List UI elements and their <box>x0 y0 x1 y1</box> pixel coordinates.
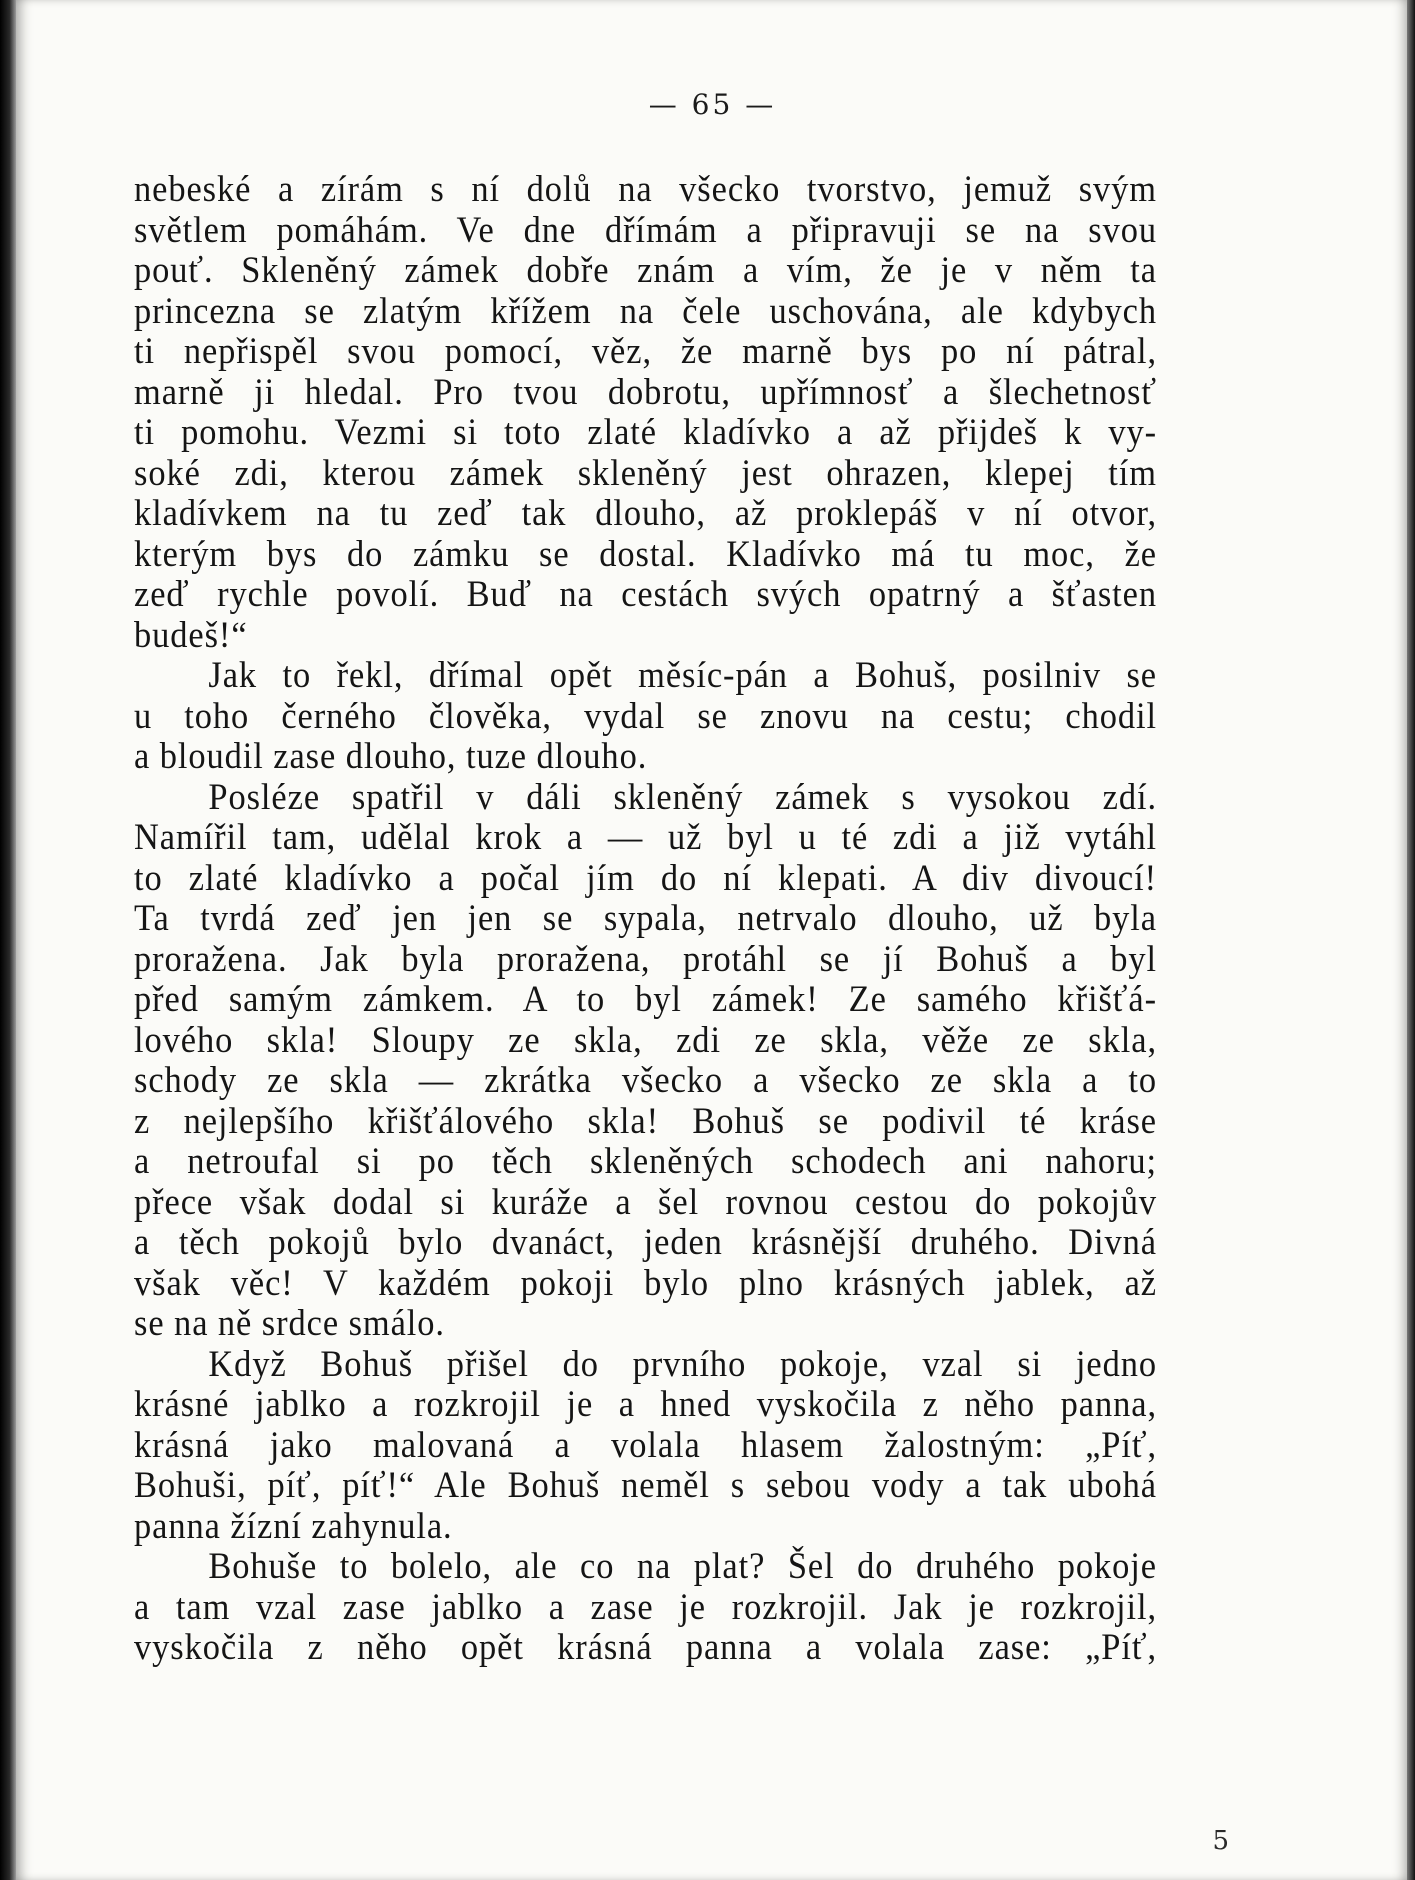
text-line: pouť. Skleněný zámek dobře znám a vím, že je v něm ta <box>134 250 1157 291</box>
text-line: Bohuše to bolelo, ale co na plat? Šel do druhého pokoje <box>208 1546 1157 1587</box>
text-line: lového skla! Sloupy ze skla, zdi ze skla, věže ze skla, <box>134 1019 1157 1061</box>
text-line: Ta tvrdá zeď jen jen se sypala, netrvalo dlouho, už byla <box>134 898 1157 939</box>
text-line: se na ně srdce smálo. <box>134 1303 445 1344</box>
text-line: ti nepřispěl svou pomocí, věz, že marně bys po ní pátral, <box>134 331 1157 372</box>
text-line: nebeské a zírám s ní dolů na všecko tvorstvo, jemuž svým <box>134 169 1157 210</box>
text-line: Když Bohuš přišel do prvního pokoje, vzal si jedno <box>208 1343 1157 1385</box>
text-line: budeš!“ <box>134 614 248 656</box>
signature-mark: 5 <box>1212 1826 1229 1856</box>
text-line: u toho černého člověka, vydal se znovu na cestu; chodil <box>134 695 1157 737</box>
text-line: panna žízní zahynula. <box>134 1505 453 1547</box>
text-line: vyskočila z něho opět krásná panna a volala zase: „Píť, <box>134 1627 1157 1668</box>
text-line: a netroufal si po těch skleněných schodech ani nahoru; <box>134 1141 1157 1182</box>
text-line: soké zdi, kterou zámek skleněný jest ohrazen, klepej tím <box>134 452 1157 494</box>
text-line: však věc! V každém pokoji bylo plno krásných jablek, až <box>134 1262 1157 1304</box>
text-line: a těch pokojů bylo dvanáct, jeden krásnější druhého. Divná <box>134 1222 1157 1263</box>
left-binding-edge <box>0 0 16 1880</box>
text-line: princezna se zlatým křížem na čele uschována, ale kdybych <box>134 290 1157 332</box>
text-line: z nejlepšího křišťálového skla! Bohuš se podivil té kráse <box>134 1100 1157 1142</box>
text-line: zeď rychle povolí. Buď na cestách svých opatrný a šťasten <box>134 574 1157 615</box>
text-line: kterým bys do zámku se dostal. Kladívko má tu moc, že <box>134 533 1157 575</box>
text-line: kladívkem na tu zeď tak dlouho, až proklepáš v ní otvor, <box>134 493 1157 534</box>
text-line: před samým zámkem. A to byl zámek! Ze samého křišťá- <box>134 979 1157 1020</box>
text-line: Jak to řekl, dřímal opět měsíc-pán a Bohuš, posilniv se <box>208 655 1157 696</box>
text-line: proražena. Jak byla proražena, protáhl se jí Bohuš a byl <box>134 938 1157 980</box>
text-line: ti pomohu. Vezmi si toto zlaté kladívko a až přijdeš k vy- <box>134 412 1157 453</box>
text-line: schody ze skla — zkrátka všecko a všecko ze skla a to <box>134 1060 1157 1101</box>
text-line: krásná jako malovaná a volala hlasem žalostným: „Píť, <box>134 1424 1157 1466</box>
text-line: Namířil tam, udělal krok a — už byl u té zdi a již vytáhl <box>134 817 1157 858</box>
text-line: přece však dodal si kuráže a šel rovnou cestou do pokojův <box>134 1181 1157 1223</box>
text-line: Bohuši, píť, píť!“ Ale Bohuš neměl s sebou vody a tak ubohá <box>134 1465 1157 1506</box>
text-line: a bloudil zase dlouho, tuze dlouho. <box>134 736 648 777</box>
text-line: a tam vzal zase jablko a zase je rozkrojil. Jak je rozkrojil, <box>134 1586 1157 1628</box>
text-line: krásné jablko a rozkrojil je a hned vyskočila z něho panna, <box>134 1384 1157 1425</box>
text-line: světlem pomáhám. Ve dne dřímám a připravuji se na svou <box>134 209 1157 251</box>
page-number: — 65 — <box>648 88 777 121</box>
text-line: to zlaté kladívko a počal jím do ní klepati. A div divoucí! <box>134 857 1157 899</box>
text-line: Posléze spatřil v dáli skleněný zámek s vysokou zdí. <box>208 776 1157 818</box>
right-scan-edge <box>1407 0 1415 1880</box>
body-text <box>134 170 1157 1669</box>
text-line: marně ji hledal. Pro tvou dobrotu, upřímnosť a šlechetnosť <box>134 371 1157 413</box>
book-page <box>16 0 1409 1880</box>
